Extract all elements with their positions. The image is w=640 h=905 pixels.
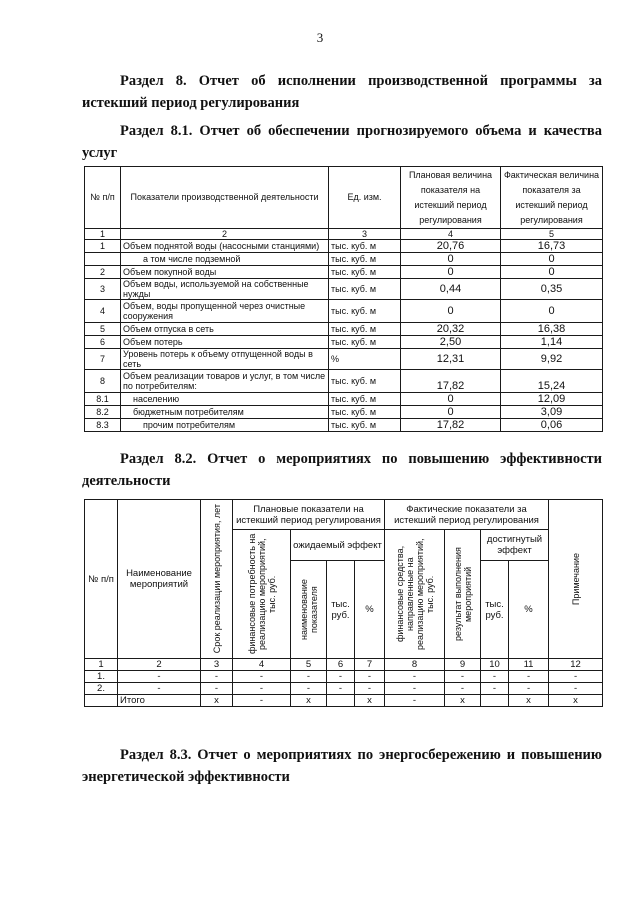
table-cell: - [481, 671, 509, 683]
table-row [85, 279, 603, 300]
table-row [85, 419, 603, 432]
table-row [85, 683, 603, 695]
table-header-row [85, 167, 603, 229]
header-planned-group: Плановые показатели на истекший период регулирования [233, 500, 385, 530]
row-num: 8 [85, 370, 121, 393]
row-actual: 0 [501, 300, 603, 323]
column-number: 8 [385, 659, 445, 671]
table-cell: - [481, 683, 509, 695]
row-planned: 17,82 [401, 370, 501, 393]
row-planned: 0 [401, 300, 501, 323]
row-num: 8.3 [85, 419, 121, 432]
table-row [85, 300, 603, 323]
table-cell: - [355, 683, 385, 695]
table-cell: - [385, 683, 445, 695]
header-planned: Плановая величина показателя на истекший период регулирования [401, 167, 501, 229]
row-actual: 15,24 [501, 370, 603, 393]
table-cell [481, 695, 509, 707]
row-unit: тыс. куб. м [329, 393, 401, 406]
column-number: 2 [118, 659, 201, 671]
row-planned: 2,50 [401, 336, 501, 349]
table-cell: - [327, 671, 355, 683]
row-indicator: Объем реализации товаров и услуг, в том числе по потребителям: [121, 370, 329, 393]
table-cell: - [291, 683, 327, 695]
column-number: 2 [121, 229, 329, 240]
row-actual: 0 [501, 253, 603, 266]
column-number: 10 [481, 659, 509, 671]
row-unit: тыс. куб. м [329, 240, 401, 253]
header-actual-group: Фактические показатели за истекший период регулирования [385, 500, 549, 530]
row-actual: 0,35 [501, 279, 603, 300]
row-unit: тыс. куб. м [329, 323, 401, 336]
table-cell: x [445, 695, 481, 707]
table-cell: - [118, 683, 201, 695]
row-num: 7 [85, 349, 121, 370]
section-8-heading: Раздел 8. Отчет об исполнении производственной программы за истекший период регулирования [82, 73, 602, 111]
row-planned: 0 [401, 406, 501, 419]
header-actual-thousand-rub: тыс. руб. [481, 561, 509, 659]
row-num: 8.2 [85, 406, 121, 419]
row-indicator: Объем, воды пропущенной через очистные сооружения [121, 300, 329, 323]
row-indicator: Уровень потерь к объему отпущенной воды в сеть [121, 349, 329, 370]
table-cell: - [233, 671, 291, 683]
table-row [85, 266, 603, 279]
header-term-text: Срок реализации мероприятия, лет [211, 504, 222, 654]
row-unit: тыс. куб. м [329, 336, 401, 349]
row-num: 8.1 [85, 393, 121, 406]
header-result [445, 530, 481, 659]
table-cell: - [201, 671, 233, 683]
table-cell: x [549, 695, 603, 707]
table-cell: - [445, 671, 481, 683]
row-indicator: прочим потребителям [121, 419, 329, 432]
header-plan-finance [233, 530, 291, 659]
table-cell: - [509, 671, 549, 683]
column-number: 5 [501, 229, 603, 240]
row-unit: тыс. куб. м [329, 266, 401, 279]
row-planned: 17,82 [401, 419, 501, 432]
total-row [85, 695, 603, 707]
table-cell: x [291, 695, 327, 707]
row-unit: тыс. куб. м [329, 253, 401, 266]
row-indicator: бюджетным потребителям [121, 406, 329, 419]
row-planned: 0 [401, 393, 501, 406]
header-indicator-name-text: наименование показателя [298, 579, 319, 640]
row-actual: 0,06 [501, 419, 603, 432]
table-cell: - [549, 683, 603, 695]
row-indicator: населению [121, 393, 329, 406]
row-planned: 20,76 [401, 240, 501, 253]
row-actual: 9,92 [501, 349, 603, 370]
header-expected-effect: ожидаемый эффект [291, 530, 385, 561]
table-cell: - [233, 695, 291, 707]
section-8-2-heading: Раздел 8.2. Отчет о мероприятиях по повышению эффективности деятельности [82, 451, 602, 489]
table-row [85, 253, 603, 266]
row-unit: тыс. куб. м [329, 406, 401, 419]
column-number-row [85, 659, 603, 671]
row-indicator: Объем поднятой воды (насосными станциями) [121, 240, 329, 253]
row-num: 1 [85, 240, 121, 253]
table-cell: - [509, 683, 549, 695]
table-cell: - [291, 671, 327, 683]
table-cell: - [385, 671, 445, 683]
table-cell [85, 695, 118, 707]
column-number-row [85, 229, 603, 240]
header-actual: Фактическая величина показателя за истекший период регулирования [501, 167, 603, 229]
row-num: 3 [85, 279, 121, 300]
table-row [85, 349, 603, 370]
table-row [85, 323, 603, 336]
table-cell: - [549, 671, 603, 683]
column-number: 4 [233, 659, 291, 671]
table-cell: 2. [85, 683, 118, 695]
row-unit: тыс. куб. м [329, 279, 401, 300]
table-cell: - [118, 671, 201, 683]
row-num [85, 253, 121, 266]
efficiency-measures-table [84, 499, 603, 707]
row-unit: % [329, 349, 401, 370]
table-cell: 1. [85, 671, 118, 683]
header-achieved-effect: достигнутый эффект [481, 530, 549, 561]
column-number: 6 [327, 659, 355, 671]
row-planned: 0 [401, 253, 501, 266]
header-note-text: Примечание [570, 552, 581, 606]
row-planned: 0 [401, 266, 501, 279]
row-num: 5 [85, 323, 121, 336]
row-planned: 20,32 [401, 323, 501, 336]
column-number: 3 [201, 659, 233, 671]
table-cell: x [355, 695, 385, 707]
table-row [85, 370, 603, 393]
table-row [85, 240, 603, 253]
table-cell: - [201, 683, 233, 695]
table-cell: - [355, 671, 385, 683]
column-number: 9 [445, 659, 481, 671]
row-unit: тыс. куб. м [329, 300, 401, 323]
row-indicator: а том числе подземной [121, 253, 329, 266]
production-indicators-table [84, 166, 603, 432]
table-cell: - [385, 695, 445, 707]
header-note [549, 500, 603, 659]
header-term [201, 500, 233, 659]
table-cell: x [201, 695, 233, 707]
table-cell: - [327, 683, 355, 695]
row-actual: 16,38 [501, 323, 603, 336]
header-actual-percent: % [509, 561, 549, 659]
row-num: 4 [85, 300, 121, 323]
table-row [85, 671, 603, 683]
row-num: 6 [85, 336, 121, 349]
row-actual: 3,09 [501, 406, 603, 419]
header-unit: Ед. изм. [329, 167, 401, 229]
row-indicator: Объем отпуска в сеть [121, 323, 329, 336]
row-unit: тыс. куб. м [329, 370, 401, 393]
column-number: 3 [329, 229, 401, 240]
header-indicator-name [291, 561, 327, 659]
row-planned: 0,44 [401, 279, 501, 300]
row-indicator: Объем воды, используемой на собственные нужды [121, 279, 329, 300]
row-actual: 0 [501, 266, 603, 279]
table-row [85, 393, 603, 406]
table-cell: x [509, 695, 549, 707]
header-thousand-rub: тыс. руб. [327, 561, 355, 659]
section-8-1-heading: Раздел 8.1. Отчет об обеспечении прогнозируемого объема и качества услуг [82, 123, 602, 161]
table-row [85, 336, 603, 349]
header-name: Наименование мероприятий [118, 500, 201, 659]
row-actual: 1,14 [501, 336, 603, 349]
row-actual: 16,73 [501, 240, 603, 253]
row-indicator: Объем покупной воды [121, 266, 329, 279]
column-number: 7 [355, 659, 385, 671]
header-plan-finance-text: финансовые потребность на реализацию мероприятий, тыс. руб. [246, 533, 277, 655]
total-label: Итого [118, 695, 201, 707]
page-number: 3 [316, 30, 324, 45]
table-row [85, 406, 603, 419]
header-indicator: Показатели производственной деятельности [121, 167, 329, 229]
table-cell [327, 695, 355, 707]
row-num: 2 [85, 266, 121, 279]
header-num: № п/п [85, 500, 118, 659]
column-number: 5 [291, 659, 327, 671]
row-unit: тыс. куб. м [329, 419, 401, 432]
row-actual: 12,09 [501, 393, 603, 406]
column-number: 4 [401, 229, 501, 240]
section-8-3-heading: Раздел 8.3. Отчет о мероприятиях по энергосбережению и повышению энергетической эффективности [82, 747, 602, 785]
row-indicator: Объем потерь [121, 336, 329, 349]
column-number: 12 [549, 659, 603, 671]
header-num: № п/п [85, 167, 121, 229]
column-number: 11 [509, 659, 549, 671]
table-cell: - [233, 683, 291, 695]
table-cell: - [445, 683, 481, 695]
header-percent: % [355, 561, 385, 659]
header-actual-finance-text: финансовые средства, направленные на реализацию мероприятий, тыс. руб. [394, 538, 435, 650]
column-number: 1 [85, 229, 121, 240]
header-actual-finance [385, 530, 445, 659]
row-planned: 12,31 [401, 349, 501, 370]
column-number: 1 [85, 659, 118, 671]
table-header-row [85, 500, 603, 530]
header-result-text: результат выполнения мероприятий [452, 547, 473, 641]
